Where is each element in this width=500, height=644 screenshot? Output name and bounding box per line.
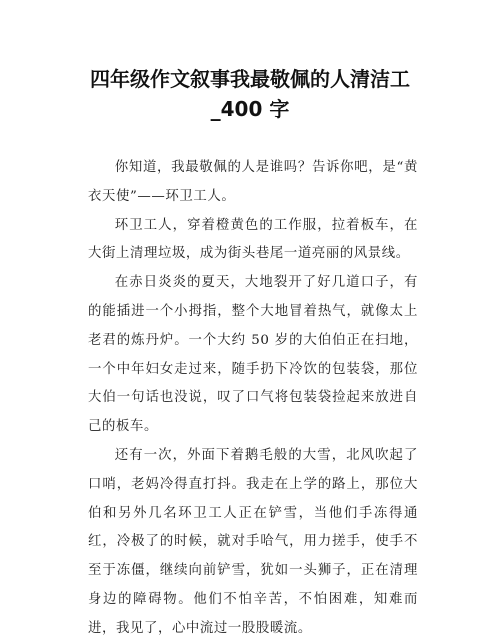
document-title bbox=[60, 64, 440, 124]
document-body bbox=[88, 154, 418, 644]
paragraph-3: 在赤日炎炎的夏天，大地裂开了好几道口子，有的能插进一个小拇指，整个大地冒着热气，就像太上老君的炼丹炉。一个大约 50 岁的大伯伯正在扫地，一个中年妇女走过来，随手扔下冷饮的包装袋，那位大伯一句话也没说，叹了口气将包装袋捡起来放进自己的板车。 bbox=[88, 275, 418, 435]
paragraph-2: 环卫工人，穿着橙黄色的工作服，拉着板车，在大街上清理垃圾，成为街头巷尾一道亮丽的风景线。 bbox=[88, 217, 418, 262]
title-line-1: 四年级作文叙事我最敬佩的人清洁工 bbox=[90, 67, 410, 91]
title-line-2: _400 字 bbox=[210, 97, 290, 121]
paragraph-1: 你知道，我最敬佩的人是谁吗？告诉你吧，是“黄衣天使”——环卫工人。 bbox=[88, 160, 418, 204]
paragraph-4: 还有一次，外面下着鹅毛般的大雪，北风吹起了口哨，老妈冷得直打抖。我走在上学的路上，那位大伯和另外几名环卫工人正在铲雪，当他们手冻得通红，冷极了的时候，就对手哈气，用力搓手，使手不至于冻僵，继续向前铲雪，犹如一头狮子，正在清理身边的障碍物。他们不怕辛苦，不怕困难，知难而进，我见了，心中流过一股股暖流。 bbox=[88, 447, 418, 636]
